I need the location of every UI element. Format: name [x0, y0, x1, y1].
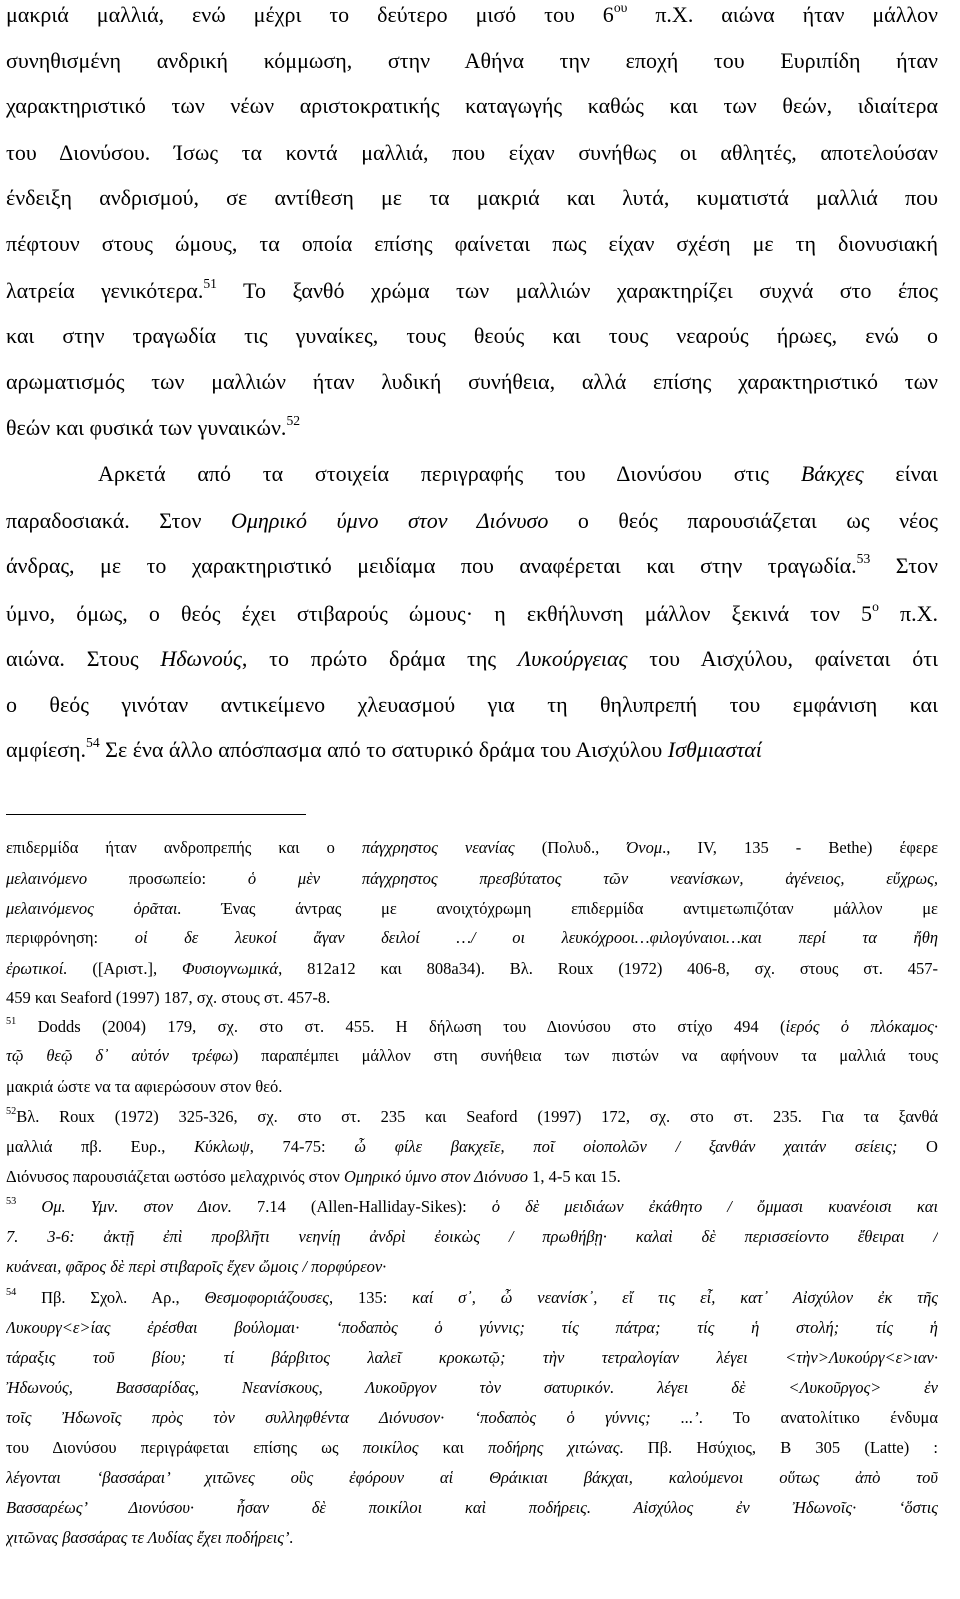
footnote-ref: 52 — [6, 1107, 17, 1117]
footnote-ref: 53 — [856, 553, 871, 566]
text-span: (Πολυδ., — [514, 838, 627, 857]
text-span: , 135: — [329, 1288, 413, 1307]
footnote-line — [6, 869, 938, 889]
text-span: λατρεία γενικότερα. — [6, 278, 204, 303]
text-span: Διόνυσος παρουσιάζεται ωστόσο μελαχρινός στον — [6, 1167, 344, 1186]
footnote-ref: 54 — [86, 737, 100, 750]
text-span: αμφίεση. — [6, 737, 87, 762]
text-span: 1, 4-5 και 15. — [527, 1167, 621, 1186]
text-span — [506, 1348, 543, 1367]
footnote-line — [6, 1137, 938, 1157]
body-line — [98, 461, 938, 487]
text-span: ο θεός γινόταν αντικείμενο χλευασμού για τη θηλυπρεπή του εμφάνιση και — [6, 692, 938, 717]
text-span: ., IV, 135 - Bethe) έφερε — [662, 838, 938, 857]
body-line — [6, 278, 938, 304]
footnote-line — [6, 959, 938, 979]
footnote-line — [6, 1528, 938, 1548]
italic-text: ἐρωτικοί. — [6, 959, 68, 978]
text-span: Το ξανθό χρώμα των μαλλιών χαρακτηρίζει συχνά στο έπος — [216, 278, 938, 303]
body-line — [6, 369, 938, 395]
body-line — [6, 323, 938, 349]
italic-text: Βασσαρέως’ Διονύσου· ἦσαν δὲ ποικίλοι καὶ ποδήρεις. Αἰσχύλος ἐν Ἠδωνοῖς· ‘ὅστις — [6, 1498, 938, 1517]
text-span: . Πβ. Ησύχιος, B 305 (Latte) : — [619, 1438, 938, 1457]
footnote-ref: 51 — [203, 278, 217, 291]
body-line — [6, 415, 938, 441]
italic-text: τὴν τετραλογίαν λέγει <τὴν>Λυκούργ<ε>ιαν· — [542, 1348, 938, 1367]
text-span: , 74-75: — [249, 1137, 355, 1156]
footnote-separator — [6, 814, 306, 815]
italic-text: ποικίλος — [362, 1438, 419, 1457]
body-line — [6, 140, 938, 166]
text-span: και στην τραγωδία τις γυναίκες, τους θεούς και τους νεαρούς ήρωες, ενώ ο — [6, 323, 938, 348]
italic-text: 7. 3-6: ἀκτῇ ἐπὶ προβλῆτι νεηνίῃ ἀνδρὶ ἐοικὼς / πρωθήβῃ· καλαὶ δὲ περισσείοντο ἔθειραι / — [6, 1227, 938, 1246]
text-span: συνηθισμένη ανδρική κόμμωση, στην Αθήνα την εποχή του Ευριπίδη ήταν — [6, 48, 938, 73]
italic-text: τάραξις τοῦ βίου; τί βάρβιτος λαλεῖ κροκωτῷ; — [6, 1348, 506, 1367]
footnote-line — [6, 1438, 938, 1458]
text-span: 7.14 (Allen-Halliday-Sikes): — [231, 1197, 492, 1216]
italic-text: τῷ θεῷ δ᾽ αὐτόν τρέφω — [6, 1046, 233, 1065]
text-span: Ο — [897, 1137, 938, 1156]
footnote-ref: 51 — [6, 1017, 17, 1027]
text-span: ) παραπέμπει μάλλον στη συνήθεια των πιστών να αφήνουν τα μαλλιά τους — [232, 1046, 938, 1065]
footnote-ref: 53 — [6, 1197, 17, 1207]
italic-text: Όνομ — [626, 838, 663, 857]
body-line — [6, 48, 938, 74]
footnote-ref: ο — [872, 601, 879, 614]
footnote-line — [6, 899, 938, 919]
text-span: χαρακτηριστικό των νέων αριστοκρατικής καταγωγής καθώς και των θεών, ιδιαίτερα — [6, 93, 938, 118]
body-line — [6, 737, 938, 763]
body-line — [6, 692, 938, 718]
text-span: άνδρας, με το χαρακτηριστικό μειδίαμα που αναφέρεται και στην τραγωδία. — [6, 553, 857, 578]
italic-text: Ομ. Υμν. στον Διον. — [41, 1197, 232, 1216]
text-span: ([Αριστ.], — [67, 959, 183, 978]
italic-text: Ομηρικό ύμνο στον Διόνυσο — [230, 508, 549, 533]
text-span: μακριά μαλλιά, ενώ μέχρι το δεύτερο μισό του 6 — [6, 2, 614, 27]
footnote-line — [6, 1408, 938, 1428]
text-span: προσωπείο: — [87, 869, 248, 888]
text-span: Dodds (2004) 179, σχ. στο στ. 455. Η δήλωση του Διονύσου στο στίχο 494 ( — [16, 1017, 786, 1036]
text-span: Πβ. Σχολ. Αρ., — [16, 1288, 205, 1307]
footnote-ref: ου — [613, 2, 628, 15]
text-span: παραδοσιακά. Στον — [6, 508, 231, 533]
italic-text: Κύκλωψ — [194, 1137, 250, 1156]
text-span: π.Χ. — [878, 601, 938, 626]
body-line — [6, 508, 938, 534]
text-span: πέφτουν στους ώμους, τα οποία επίσης φαίνεται πως είχαν σχέση με τη διονυσιακή — [6, 231, 938, 256]
footnote-line — [6, 1197, 938, 1217]
text-span: Βλ. Roux (1972) 325-326, σχ. στο στ. 235 και Seaford (1997) 172, σχ. στο στ. 235. Για τα ξανθά — [16, 1107, 938, 1126]
footnote-line — [6, 1077, 938, 1097]
italic-text: μελαινόμενο — [6, 869, 88, 888]
footnote-line — [6, 1348, 938, 1368]
text-span: π.Χ. αιώνα ήταν μάλλον — [627, 2, 938, 27]
footnote-line — [6, 1468, 938, 1488]
text-span: Αρκετά από τα στοιχεία περιγραφής του Διονύσου στις — [98, 461, 801, 486]
italic-text: τοῖς Ἠδωνοῖς πρὸς τὸν συλληφθέντα Διόνυσον· ‘ποδαπὸς ὁ γύννις; ...’ — [6, 1408, 699, 1427]
text-span: μαλλιά πβ. Ευρ., — [6, 1137, 195, 1156]
text-span: αιώνα. Στους — [6, 646, 161, 671]
text-span: θεών και φυσικά των γυναικών. — [6, 415, 287, 440]
italic-text: Φυσιογνωμικά — [182, 959, 279, 978]
italic-text: ὁ μὲν πάγχρηστος πρεσβύτατος τῶν νεανίσκων, ἀγένειος, εὔχρως, — [247, 869, 938, 888]
italic-text: Θεσμοφοριάζουσες — [204, 1288, 329, 1307]
footnote-line — [6, 1046, 938, 1066]
text-span: επιδερμίδα ήταν ανδροπρεπής και ο — [6, 838, 362, 857]
body-line — [6, 2, 938, 28]
text-span: ένδειξη ανδρισμού, σε αντίθεση με τα μακριά και λυτά, κυματιστά μαλλιά που — [6, 185, 938, 210]
text-span: του Αισχύλου, φαίνεται ότι — [627, 646, 938, 671]
footnote-line — [6, 1107, 938, 1127]
text-span: , 812a12 και 808a34). Βλ. Roux (1972) 406-8, σχ. στους στ. 457- — [278, 959, 938, 978]
italic-text: Ἠδωνούς, Βασσαρίδας, Νεανίσκους, Λυκοῦργον τὸν σατυρικόν. λέγει δὲ <Λυκοῦργος> ἐν — [6, 1378, 938, 1397]
footnote-line — [6, 1257, 938, 1277]
footnote-line — [6, 1288, 938, 1308]
body-line — [6, 646, 938, 672]
footnote-line — [6, 1227, 938, 1247]
footnote-line — [6, 1017, 938, 1037]
footnote-line — [6, 1167, 938, 1187]
italic-text: ἱερός ὁ πλόκαμος· — [785, 1017, 938, 1036]
italic-text: Λυκουργ<ε>ίας ἐρέσθαι βούλομαι· ‘ποδαπὸς ὁ γύννις; τίς πάτρα; τίς ἡ στολή; τίς ἡ — [6, 1318, 938, 1337]
body-line — [6, 185, 938, 211]
text-span: του Διονύσου περιγράφεται επίσης ως — [6, 1438, 363, 1457]
body-line — [6, 93, 938, 119]
italic-text: ὦ φίλε βακχεῖε, ποῖ οἰοπολῶν / ξανθάν χαιτάν σείεις; — [354, 1137, 898, 1156]
italic-text: ποδήρης χιτώνας — [488, 1438, 620, 1457]
text-span: Ένας άντρας με ανοιχτόχρωμη επιδερμίδα αντιμετωπιζόταν μάλλον με — [181, 899, 938, 918]
footnote-line — [6, 988, 938, 1008]
italic-text: Ομηρικό ύμνο στον Διόνυσο — [344, 1167, 528, 1186]
footnote-ref: 54 — [6, 1288, 17, 1298]
text-span: Στον — [870, 553, 938, 578]
italic-text: ὁ δὲ μειδιάων ἐκάθητο / ὄμμασι κυανέοισι και — [491, 1197, 938, 1216]
text-span: είναι — [863, 461, 938, 486]
body-line — [6, 231, 938, 257]
text-span: περιφρόνηση: — [6, 928, 135, 947]
text-span: και — [418, 1438, 489, 1457]
body-line — [6, 601, 938, 627]
italic-text: μελαινόμενος ὁρᾶται. — [6, 899, 182, 918]
footnote-line — [6, 1378, 938, 1398]
footnote-line — [6, 1318, 938, 1338]
footnote-line — [6, 928, 938, 948]
italic-text: χιτῶνας βασσάρας τε Λυδίας ἔχει ποδήρεις’. — [6, 1528, 294, 1547]
footnote-line — [6, 838, 938, 858]
italic-text: κυάνεαι, φᾶρος δὲ περὶ στιβαροῖς ἔχεν ὤμοις / πορφύρεον· — [6, 1257, 387, 1276]
footnote-line — [6, 1498, 938, 1518]
text-span: ύμνο, όμως, ο θεός έχει στιβαρούς ώμους· η εκθήλυνση μάλλον ξεκινά τον 5 — [6, 601, 873, 626]
text-span: , το πρώτο δράμα της — [241, 646, 518, 671]
text-span — [16, 1197, 41, 1216]
text-span: . Το ανατολίτικο ένδυμα — [698, 1408, 938, 1427]
text-span: 459 και Seaford (1997) 187, σχ. στους στ. 457-8. — [6, 988, 331, 1007]
text-span: ο θεός παρουσιάζεται ως νέος — [548, 508, 938, 533]
italic-text: Λυκούργειας — [517, 646, 628, 671]
italic-text: λέγονται ‘βασσάραι’ χιτῶνες οὓς ἐφόρουν αἱ Θράικιαι βάκχαι, καλούμενοι οὕτως ἀπὸ τοῦ — [6, 1468, 938, 1487]
body-line — [6, 553, 938, 579]
italic-text: Βάκχες — [800, 461, 864, 486]
text-span: αρωματισμός των μαλλιών ήταν λυδική συνήθεια, αλλά επίσης χαρακτηριστικό των — [6, 369, 938, 394]
italic-text: πάγχρηστος νεανίας — [362, 838, 515, 857]
italic-text: οἱ δε λευκοί ἄγαν δειλοί …/ οι λευκόχροοι…φιλογύναιοι…και περί τα ἤθη — [134, 928, 938, 947]
text-span: μακριά ώστε να τα αφιερώσουν στον θεό. — [6, 1077, 283, 1096]
text-span: Σε ένα άλλο απόσπασμα από το σατυρικό δράμα του Αισχύλου — [99, 737, 668, 762]
footnote-ref: 52 — [286, 415, 301, 428]
italic-text: καί σ᾽, ὦ νεανίσκ᾽, εἴ τις εἶ, κατ᾽ Αἰσχύλον ἐκ τῆς — [412, 1288, 938, 1307]
italic-text: Ηδωνούς — [160, 646, 242, 671]
italic-text: Ισθμιασταί — [667, 737, 762, 762]
text-span: του Διονύσου. Ίσως τα κοντά μαλλιά, που είχαν συνήθως οι αθλητές, αποτελούσαν — [6, 140, 938, 165]
